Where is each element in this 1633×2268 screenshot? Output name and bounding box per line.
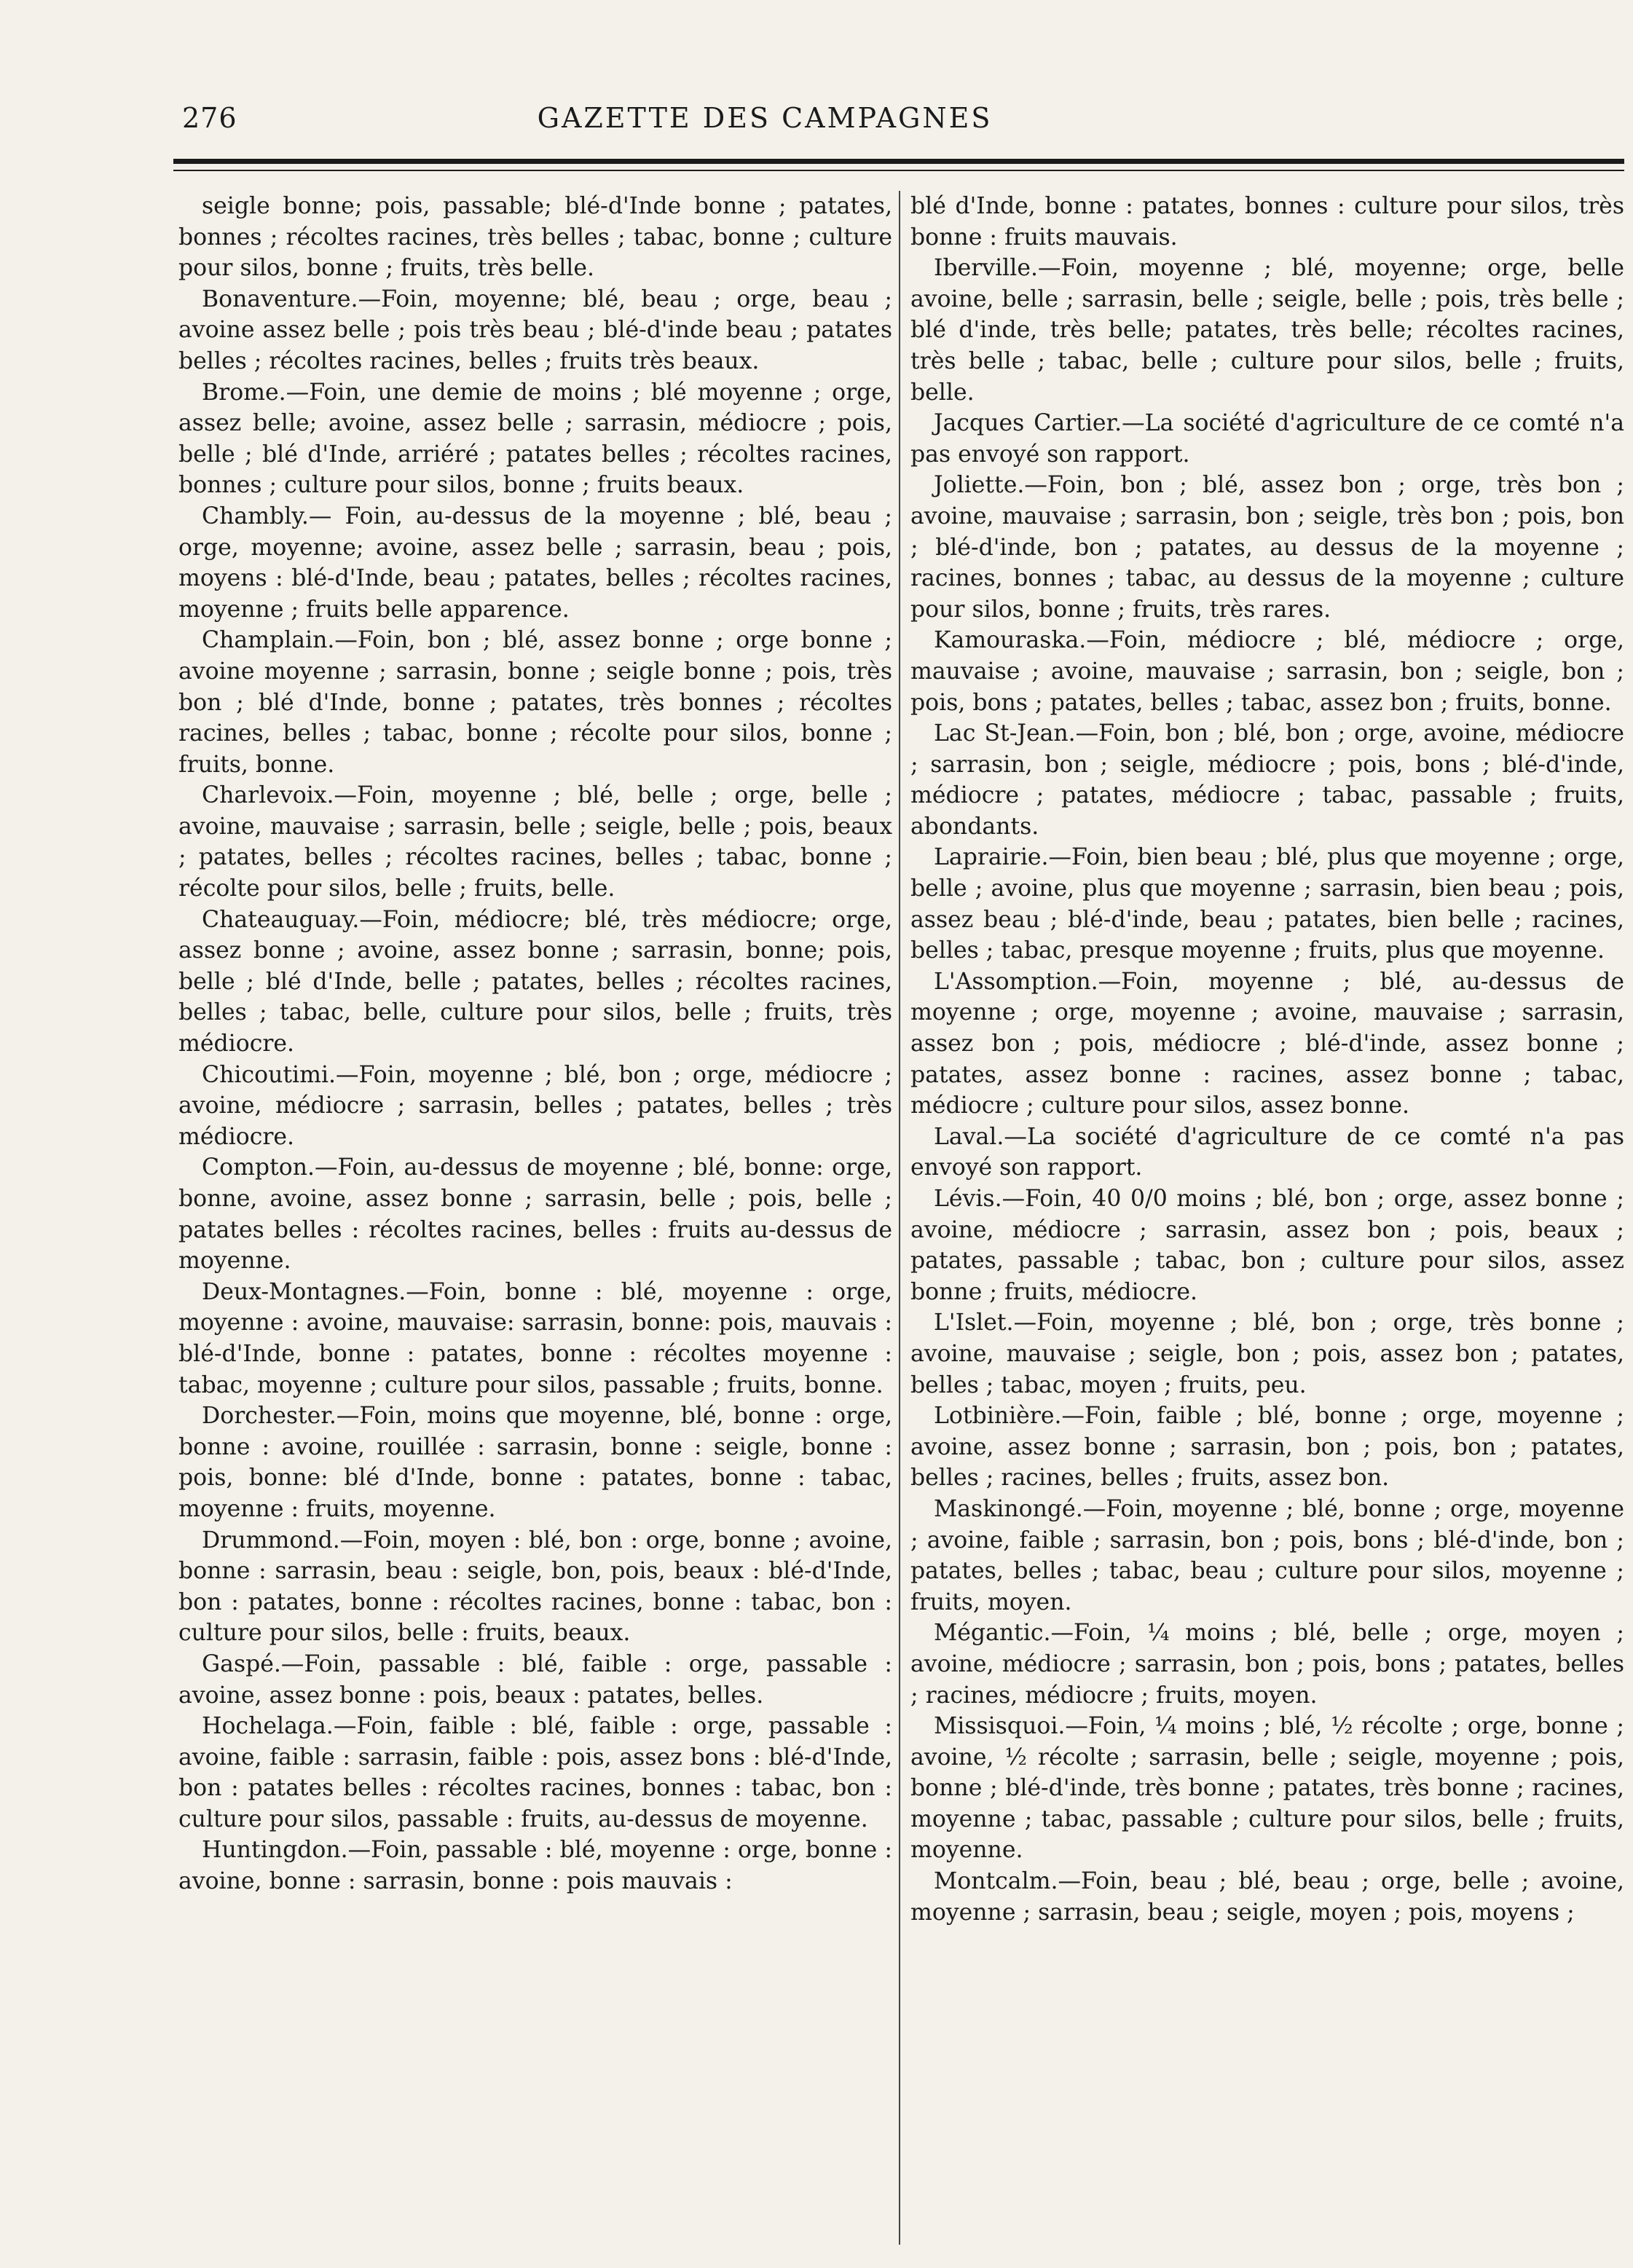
county-report-entry: Joliette.—Foin, bon ; blé, assez bon ; orge, très bon ; avoine, mauvaise ; sarrasin, bon ; seigle, très bon ; pois, bon ; blé-d'inde, bon ; patates, au dessus de la moyenne ; racines, bonnes ; tabac, au dessus de la moyenne ; culture pour silos, bonne ; fruits, très rares. (910, 472, 1624, 623)
county-report-entry: Jacques Cartier.—La société d'agriculture de ce comté n'a pas envoyé son rapport. (910, 410, 1624, 468)
county-report-entry: Lac St-Jean.—Foin, bon ; blé, bon ; orge, avoine, médiocre ; sarrasin, bon ; seigle, médiocre ; pois, bons ; blé-d'inde, médiocre ; patates, médiocre ; tabac, passable ; fruits, abondants. (910, 720, 1624, 840)
county-report-entry: Maskinongé.—Foin, moyenne ; blé, bonne ; orge, moyenne ; avoine, faible ; sarrasin, bon ; pois, bons ; blé-d'inde, bon ; patates, belles ; tabac, beau ; culture pour silos, moyenne ; fruits, moyen. (910, 1495, 1624, 1615)
county-report-entry: Brome.—Foin, une demie de moins ; blé moyenne ; orge, assez belle; avoine, assez belle ; sarrasin, médiocre ; pois, belle ; blé d'Inde, arriéré ; patates belles ; récoltes racines, bonnes ; culture pour silos, bonne ; fruits beaux. (178, 379, 892, 499)
running-title: GAZETTE DES CAMPAGNES (537, 102, 993, 134)
header-rule-thick (173, 159, 1624, 164)
county-report-entry: Gaspé.—Foin, passable : blé, faible : orge, passable : avoine, assez bonne : pois, beaux : patates, belles. (178, 1650, 892, 1709)
page-header (182, 102, 1624, 146)
column-divider (899, 191, 900, 2245)
header-rule-thin (173, 170, 1624, 171)
county-report-entry: Drummond.—Foin, moyen : blé, bon : orge, bonne ; avoine, bonne : sarrasin, beau : seigle, bon, pois, beaux : blé-d'Inde, bon : patates, bonne : récoltes racines, bonne : tabac, bon : culture pour silos, belle : fruits, beaux. (178, 1527, 892, 1647)
county-report-entry: Champlain.—Foin, bon ; blé, assez bonne ; orge bonne ; avoine moyenne ; sarrasin, bonne ; seigle bonne ; pois, très bon ; blé d'Inde, bonne ; patates, très bonnes ; récoltes racines, belles ; tabac, bonne ; récolte pour silos, bonne ; fruits, bonne. (178, 627, 892, 778)
county-report-entry: Laval.—La société d'agriculture de ce comté n'a pas envoyé son rapport. (910, 1123, 1624, 1181)
county-report-entry: Deux-Montagnes.—Foin, bonne : blé, moyenne : orge, moyenne : avoine, mauvaise: sarrasin, bonne: pois, mauvais : blé-d'Inde, bonne : patates, bonne : récoltes moyenne : tabac, moyenne ; culture pour silos, passable ; fruits, bonne. (178, 1278, 892, 1398)
page-number: 276 (182, 102, 237, 134)
county-report-entry: Chambly.— Foin, au-dessus de la moyenne ; blé, beau ; orge, moyenne; avoine, assez belle ; sarrasin, beau ; pois, moyens : blé-d'Inde, beau ; patates, belles ; récoltes racines, moyenne ; fruits belle apparence. (178, 503, 892, 623)
county-report-entry: seigle bonne; pois, passable; blé-d'Inde bonne ; patates, bonnes ; récoltes racines, très belles ; tabac, bonne ; culture pour silos, bonne ; fruits, très belle. (178, 193, 892, 282)
county-report-entry: blé d'Inde, bonne : patates, bonnes : culture pour silos, très bonne : fruits mauvais. (910, 193, 1624, 251)
county-report-entry: Bonaventure.—Foin, moyenne; blé, beau ; orge, beau ; avoine assez belle ; pois très beau ; blé-d'inde beau ; patates belles ; récoltes racines, belles ; fruits très beaux. (178, 286, 892, 374)
county-report-entry: Lotbinière.—Foin, faible ; blé, bonne ; orge, moyenne ; avoine, assez bonne ; sarrasin, bon ; pois, bon ; patates, belles ; racines, belles ; fruits, assez bon. (910, 1403, 1624, 1492)
county-report-entry: Chateauguay.—Foin, médiocre; blé, très médiocre; orge, assez bonne ; avoine, assez bonne ; sarrasin, bonne; pois, belle ; blé d'Inde, belle ; patates, belles ; récoltes racines, belles ; tabac, belle, culture pour silos, belle ; fruits, très médiocre. (178, 906, 892, 1058)
county-report-entry: Huntingdon.—Foin, passable : blé, moyenne : orge, bonne : avoine, bonne : sarrasin, bonne : pois mauvais : (178, 1837, 892, 1895)
right-column (910, 191, 1624, 2245)
county-report-entry: Missisquoi.—Foin, ¼ moins ; blé, ½ récolte ; orge, bonne ; avoine, ½ récolte ; sarrasin, belle ; seigle, moyenne ; pois, bonne ; blé-d'inde, très bonne ; patates, très bonne ; racines, moyenne ; tabac, passable ; culture pour silos, belle ; fruits, moyenne. (910, 1713, 1624, 1864)
county-report-entry: Montcalm.—Foin, beau ; blé, beau ; orge, belle ; avoine, moyenne ; sarrasin, beau ; seigle, moyen ; pois, moyens ; (910, 1868, 1624, 1926)
county-report-entry: Laprairie.—Foin, bien beau ; blé, plus que moyenne ; orge, belle ; avoine, plus que moyenne ; sarrasin, bien beau ; pois, assez beau ; blé-d'inde, beau ; patates, bien belle ; racines, belles ; tabac, presque moyenne ; fruits, plus que moyenne. (910, 844, 1624, 964)
county-report-entry: Charlevoix.—Foin, moyenne ; blé, belle ; orge, belle ; avoine, mauvaise ; sarrasin, belle ; seigle, belle ; pois, beaux ; patates, belles ; récoltes racines, belles ; tabac, bonne ; récolte pour silos, belle ; fruits, belle. (178, 782, 892, 902)
county-report-entry: L'Islet.—Foin, moyenne ; blé, bon ; orge, très bonne ; avoine, mauvaise ; seigle, bon ; pois, assez bon ; patates, belles ; tabac, moyen ; fruits, peu. (910, 1310, 1624, 1398)
county-report-entry: Iberville.—Foin, moyenne ; blé, moyenne; orge, belle avoine, belle ; sarrasin, belle ; seigle, belle ; pois, très belle ; blé d'inde, très belle; patates, très belle; récoltes racines, très belle ; tabac, belle ; culture pour silos, belle ; fruits, belle. (910, 255, 1624, 406)
county-report-entry: Compton.—Foin, au-dessus de moyenne ; blé, bonne: orge, bonne, avoine, assez bonne ; sarrasin, belle ; pois, belle ; patates belles : récoltes racines, belles : fruits au-dessus de moyenne. (178, 1154, 892, 1275)
county-report-entry: Chicoutimi.—Foin, moyenne ; blé, bon ; orge, médiocre ; avoine, médiocre ; sarrasin, belles ; patates, belles ; très médiocre. (178, 1061, 892, 1150)
county-report-entry: Dorchester.—Foin, moins que moyenne, blé, bonne : orge, bonne : avoine, rouillée : sarrasin, bonne : seigle, bonne : pois, bonne: blé d'Inde, bonne : patates, bonne : tabac, moyenne : fruits, moyenne. (178, 1403, 892, 1522)
county-report-entry: L'Assomption.—Foin, moyenne ; blé, au-dessus de moyenne ; orge, moyenne ; avoine, mauvaise ; sarrasin, assez bon ; pois, médiocre ; blé-d'inde, assez bonne ; patates, assez bonne : racines, assez bonne ; tabac, médiocre ; culture pour silos, assez bonne. (910, 968, 1624, 1119)
county-report-entry: Kamouraska.—Foin, médiocre ; blé, médiocre ; orge, mauvaise ; avoine, mauvaise ; sarrasin, bon ; seigle, bon ; pois, bons ; patates, belles ; tabac, assez bon ; fruits, bonne. (910, 627, 1624, 716)
county-report-entry: Lévis.—Foin, 40 0/0 moins ; blé, bon ; orge, assez bonne ; avoine, médiocre ; sarrasin, assez bon ; pois, beaux ; patates, passable ; tabac, bon ; culture pour silos, assez bonne ; fruits, médiocre. (910, 1186, 1624, 1305)
county-report-entry: Mégantic.—Foin, ¼ moins ; blé, belle ; orge, moyen ; avoine, médiocre ; sarrasin, bon ; pois, bons ; patates, belles ; racines, médiocre ; fruits, moyen. (910, 1620, 1624, 1709)
left-column (178, 191, 892, 2245)
county-report-entry: Hochelaga.—Foin, faible : blé, faible : orge, passable : avoine, faible : sarrasin, faible : pois, assez bons : blé-d'Inde, bon : patates belles : récoltes racines, bonnes : tabac, bon : culture pour silos, passable : fruits, au-dessus de moyenne. (178, 1713, 892, 1832)
